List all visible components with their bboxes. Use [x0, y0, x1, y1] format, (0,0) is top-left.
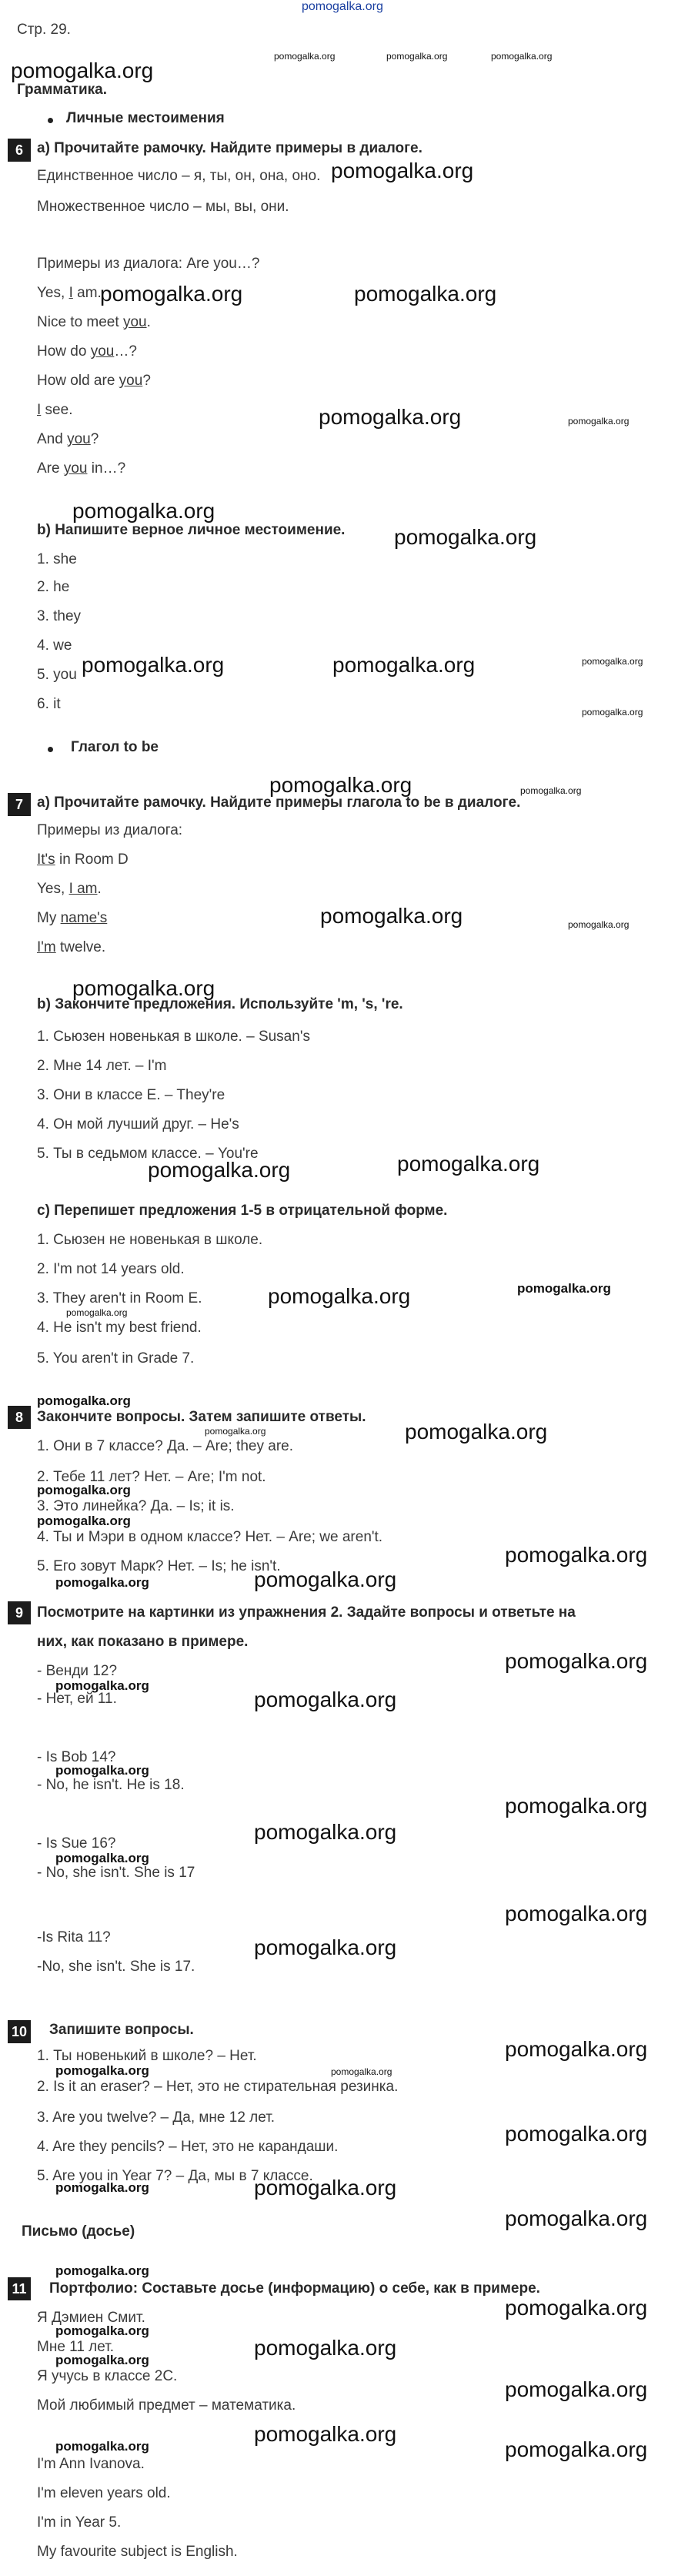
answer-item: 3. Это линейка? Да. – Is; it is. [37, 1498, 235, 1514]
watermark: pomogalka.org [55, 2353, 149, 2367]
example-line: How old are you? [37, 373, 151, 389]
exercise-number: 8 [8, 1406, 31, 1429]
bullet-icon [48, 747, 53, 752]
watermark: pomogalka.org [100, 282, 243, 306]
watermark: pomogalka.org [319, 405, 462, 429]
answer-item: 4. He isn't my best friend. [37, 1320, 202, 1336]
watermark: pomogalka.org [254, 1935, 397, 1959]
watermark: pomogalka.org [394, 525, 537, 549]
dialogue-line: - Нет, ей 11. [37, 1691, 117, 1707]
text-line: I'm eleven years old. [37, 2485, 171, 2501]
answer-item: 4. Are they pencils? – Нет, это не карандаши. [37, 2139, 339, 2155]
watermark: pomogalka.org [55, 1763, 149, 1778]
text-line: I'm Ann Ivanova. [37, 2456, 145, 2472]
watermark: pomogalka.org [386, 51, 448, 62]
example-line: My name's [37, 910, 108, 926]
watermark: pomogalka.org [505, 2122, 648, 2146]
text-line: My favourite subject is English. [37, 2544, 238, 2560]
dialogue-line: - Is Bob 14? [37, 1749, 116, 1765]
answer-item: 3. they [37, 608, 82, 624]
answer-item: 4. Ты и Мэри в одном классе? Нет. – Are; we aren't. [37, 1529, 383, 1545]
watermark: pomogalka.org [254, 2336, 397, 2360]
watermark: pomogalka.org [254, 2176, 397, 2200]
text-line: Я учусь в классе 2С. [37, 2368, 178, 2384]
watermark: pomogalka.org [505, 1543, 648, 1567]
exercise-title: Портфолио: Составьте досье (информацию) о себе, как в примере. [49, 2280, 540, 2297]
text-line: Единственное число – я, ты, он, она, оно. [37, 168, 321, 184]
answer-item: 2. he [37, 579, 70, 595]
watermark: pomogalka.org [148, 1158, 291, 1182]
answer-item: 1. Они в 7 классе? Да. – Are; they are. [37, 1438, 293, 1454]
watermark: pomogalka.org [55, 2323, 149, 2338]
answer-item: 5. Ты в седьмом классе. – You're [37, 1146, 259, 1162]
watermark: pomogalka.org [274, 51, 336, 62]
watermark: pomogalka.org [55, 2180, 149, 2195]
watermark: pomogalka.org [254, 1688, 397, 1711]
watermark: pomogalka.org [331, 159, 474, 182]
answer-item: 4. we [37, 637, 72, 654]
answer-item: 1. she [37, 551, 77, 567]
watermark: pomogalka.org [505, 2437, 648, 2461]
writing-heading: Письмо (досье) [22, 2223, 135, 2240]
watermark: pomogalka.org [55, 1851, 149, 1865]
watermark: pomogalka.org [55, 1575, 149, 1590]
grammar-heading: Грамматика. [17, 82, 107, 98]
watermark: pomogalka.org [254, 1567, 397, 1591]
watermark: pomogalka.org [397, 1152, 540, 1176]
dialogue-line: - No, he isn't. He is 18. [37, 1777, 185, 1793]
watermark: pomogalka.org [72, 976, 215, 1000]
dialogue-line: - Венди 12? [37, 1663, 118, 1679]
watermark: pomogalka.org [11, 59, 154, 82]
answer-item: 1. Сьюзен не новенькая в школе. [37, 1232, 263, 1248]
watermark: pomogalka.org [82, 653, 225, 677]
watermark: pomogalka.org [55, 2263, 149, 2278]
text-line: I'm in Year 5. [37, 2514, 122, 2531]
answer-item: 5. Его зовут Марк? Нет. – Is; he isn't. [37, 1558, 281, 1574]
exercise-number: 7 [8, 793, 31, 816]
dialogue-line: -No, she isn't. She is 17. [37, 1959, 195, 1975]
watermark: pomogalka.org [66, 1307, 128, 1318]
watermark: pomogalka.org [320, 904, 463, 928]
example-line: Are you in…? [37, 460, 126, 477]
dialogue-line: - Is Sue 16? [37, 1835, 116, 1852]
text-line: Примеры из диалога: Are you…? [37, 256, 260, 272]
text-line: Множественное число – мы, вы, они. [37, 199, 289, 215]
answer-item: 1. Сьюзен новенькая в школе. – Susan's [37, 1029, 310, 1045]
watermark: pomogalka.org [269, 773, 412, 797]
pronouns-heading: Личные местоимения [66, 110, 225, 126]
watermark: pomogalka.org [331, 2066, 392, 2077]
subtask-title: b) Напишите верное личное местоимение. [37, 522, 346, 538]
watermark: pomogalka.org [568, 919, 630, 930]
watermark: pomogalka.org [582, 707, 643, 718]
answer-item: 2. Мне 14 лет. – I'm [37, 1058, 167, 1074]
exercise-number: 10 [8, 2020, 31, 2043]
example-line: I see. [37, 402, 73, 418]
watermark: pomogalka.org [205, 1426, 266, 1437]
example-line: I'm twelve. [37, 939, 106, 955]
watermark: pomogalka.org [37, 1393, 131, 1408]
example-line: Nice to meet you. [37, 314, 151, 330]
watermark: pomogalka.org [405, 1420, 548, 1444]
answer-item: 4. Он мой лучший друг. – He's [37, 1116, 239, 1132]
watermark: pomogalka.org [37, 1483, 131, 1497]
answer-item: 5. You aren't in Grade 7. [37, 1350, 195, 1367]
watermark: pomogalka.org [505, 2206, 648, 2230]
answer-item: 2. Тебе 11 лет? Нет. – Are; I'm not. [37, 1469, 266, 1485]
answer-item: 3. Are you twelve? – Да, мне 12 лет. [37, 2109, 276, 2126]
exercise-number: 9 [8, 1601, 31, 1624]
watermark: pomogalka.org [354, 282, 497, 306]
watermark: pomogalka.org [72, 499, 215, 523]
exercise-title: а) Прочитайте рамочку. Найдите примеры глагола to be в диалоге. [37, 795, 521, 811]
watermark: pomogalka.org [505, 2296, 648, 2320]
watermark: pomogalka.org [254, 2422, 397, 2446]
subtask-title: b) Закончите предложения. Используйте 'm, 's, 're. [37, 996, 403, 1012]
exercise-title-line: них, как показано в примере. [37, 1634, 249, 1650]
subtask-title: c) Перепишет предложения 1-5 в отрицательной форме. [37, 1203, 448, 1219]
text-line: Мне 11 лет. [37, 2339, 115, 2355]
answer-item: 1. Ты новенький в школе? – Нет. [37, 2048, 257, 2064]
watermark: pomogalka.org [55, 2063, 149, 2078]
watermark: pomogalka.org [582, 656, 643, 667]
exercise-title: Запишите вопросы. [49, 2022, 194, 2038]
exercise-title-line: Посмотрите на картинки из упражнения 2. Задайте вопросы и ответьте на [37, 1604, 576, 1621]
bullet-icon [48, 118, 53, 123]
watermark: pomogalka.org [505, 2037, 648, 2061]
watermark-top: pomogalka.org [302, 0, 383, 13]
verb-heading: Глагол to be [71, 739, 159, 755]
watermark: pomogalka.org [505, 1902, 648, 1925]
text-line: Мой любимый предмет – математика. [37, 2397, 296, 2414]
answer-item: 6. it [37, 696, 61, 712]
example-line: Yes, I am. [37, 881, 102, 897]
watermark: pomogalka.org [491, 51, 553, 62]
dialogue-line: -Is Rita 11? [37, 1929, 111, 1945]
watermark: pomogalka.org [505, 1649, 648, 1673]
text-line: Примеры из диалога: [37, 822, 183, 838]
exercise-title: Закончите вопросы. Затем запишите ответы. [37, 1409, 366, 1425]
watermark: pomogalka.org [520, 785, 582, 796]
example-line: How do you…? [37, 343, 137, 360]
page-label: Стр. 29. [17, 22, 71, 38]
answer-item: 2. I'm not 14 years old. [37, 1261, 185, 1277]
watermark: pomogalka.org [517, 1281, 611, 1296]
watermark: pomogalka.org [254, 1820, 397, 1844]
example-line: And you? [37, 431, 99, 447]
text-line: Я Дэмиен Смит. [37, 2310, 145, 2326]
answer-item: 5. you [37, 667, 77, 683]
watermark: pomogalka.org [568, 416, 630, 427]
watermark: pomogalka.org [55, 2439, 149, 2454]
watermark: pomogalka.org [37, 1514, 131, 1528]
watermark: pomogalka.org [268, 1284, 411, 1308]
dialogue-line: - No, she isn't. She is 17 [37, 1865, 195, 1881]
answer-item: 2. Is it an eraser? – Нет, это не стирательная резинка. [37, 2079, 399, 2095]
watermark: pomogalka.org [55, 1678, 149, 1693]
watermark: pomogalka.org [332, 653, 476, 677]
exercise-number: 11 [8, 2277, 31, 2300]
example-line: It's in Room D [37, 851, 129, 868]
answer-item: 3. They aren't in Room E. [37, 1290, 202, 1306]
watermark: pomogalka.org [505, 1794, 648, 1818]
exercise-title: а) Прочитайте рамочку. Найдите примеры в диалоге. [37, 140, 422, 156]
answer-item: 3. Они в классе E. – They're [37, 1087, 225, 1103]
answer-item: 5. Are you in Year 7? – Да, мы в 7 классе. [37, 2168, 313, 2184]
example-line: Yes, I am. [37, 285, 102, 301]
exercise-number: 6 [8, 139, 31, 162]
watermark: pomogalka.org [505, 2377, 648, 2401]
